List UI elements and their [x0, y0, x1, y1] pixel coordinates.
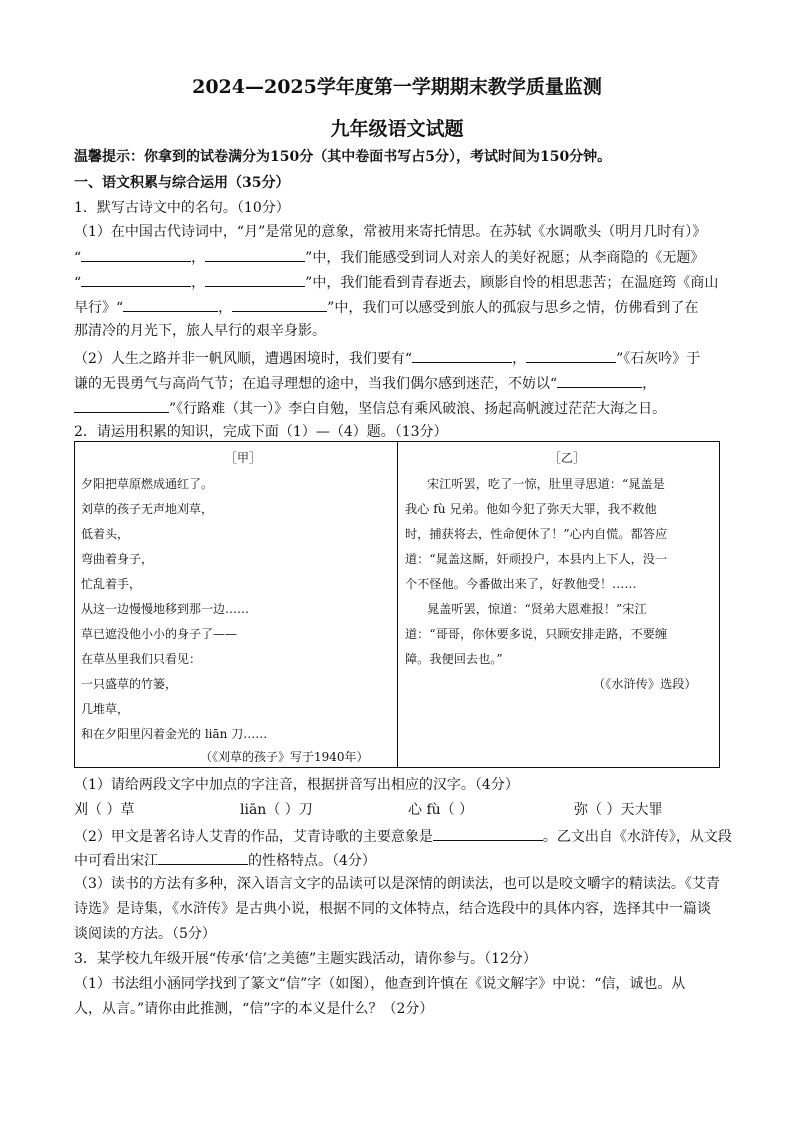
q1-p1-line4: 早行》“ ， ”中，我们可以感受到旅人的孤寂与思乡之情，仿佛看到了在: [74, 297, 698, 317]
poem-line: 草已遮没他小小的身子了——: [81, 627, 238, 641]
q1-p1-line2: “ ， ”中，我们能感受到词人对亲人的美好祝愿；从李商隐的《无题》: [74, 247, 704, 267]
prose-line: 我心 fù 兄弟。他如今犯了弥天大罪，我不救他: [405, 502, 657, 516]
q1-p2-line3: ”《行路难（其一）》李白自勉，坚信总有乘风破浪、扬起高帆渡过茫茫大海之日。: [74, 398, 666, 418]
q2-sub3-line2: 诗选》是诗集，《水浒传》是古典小说，根据不同的文体特点，结合选段中的具体内容，选择其中一篇谈: [74, 901, 711, 917]
poem-line: 几堆草，: [81, 702, 130, 716]
pinyin-item[interactable]: 刈（ ）草: [74, 802, 135, 818]
prose-line: 障。我便回去也。”: [405, 652, 503, 666]
q2-sub1-items: [74, 801, 662, 819]
poem-source: （《刈草的孩子》写于1940年）: [200, 750, 369, 764]
prose-line: 道：“晁盖这厮，奸顽投户，本县内上下人，没一: [405, 552, 668, 566]
q2-sub2-line1: （2）甲文是著名诗人艾青的作品，艾青诗歌的主要意象是 。乙文出自《水浒传》，从文段: [74, 826, 732, 846]
q2-sub3-line1: （3）读书的方法有多种，深入语言文字的品读可以是深情的朗读法，也可以是咬文嚼字的精读法。《艾青: [74, 876, 720, 892]
answer-blank[interactable]: [232, 297, 327, 312]
poem-line: 弯曲着身子，: [81, 552, 154, 566]
answer-blank[interactable]: [412, 348, 512, 363]
q3-heading: 3．某学校九年级开展“传承‘信’之美德”主题实践活动，请你参与。（12分）: [74, 951, 537, 967]
answer-blank[interactable]: [433, 826, 543, 841]
answer-blank[interactable]: [557, 373, 642, 388]
poem-line: 夕阳把草原燃成通红了。: [81, 477, 214, 491]
poem-line: 一只盛草的竹篓，: [81, 677, 178, 691]
q1-p2-line2: 谦的无畏勇气与高尚气节；在追寻理想的途中，当我们偶尔感到迷茫，不妨以“ ，: [74, 373, 656, 393]
answer-blank[interactable]: [158, 850, 248, 865]
prose-line: 个不怪他。今番做出来了，好教他受！……: [405, 577, 637, 591]
reading-passages-table: [74, 441, 720, 768]
pinyin-item[interactable]: 心 fù（ ）: [408, 802, 474, 818]
section-heading: 一、语文积累与综合运用（35分）: [74, 175, 290, 191]
q1-p1-line1: （1）在中国古代诗词中，“月”是常见的意象，常被用来寄托情思。在苏轼《水调歌头（明月几时有）》: [74, 224, 707, 240]
exam-subtitle: 九年级语文试题: [330, 118, 464, 140]
answer-blank[interactable]: [205, 272, 305, 287]
answer-blank[interactable]: [526, 348, 616, 363]
poem-line: 和在夕阳里闪着金光的 liān 刀……: [81, 727, 268, 741]
column-divider: [397, 442, 398, 767]
pinyin-item[interactable]: 弥（ ）天大罪: [574, 802, 663, 818]
answer-blank[interactable]: [205, 247, 305, 262]
prose-line: 道：“哥哥，你休要多说，只顾安排走路，不要缠: [405, 627, 668, 641]
q2-sub2-line2: 中可看出宋江 的性格特点。（4分）: [74, 850, 376, 870]
poem-line: 低着头，: [81, 527, 130, 541]
q1-p1-line5: 那清冷的月光下，旅人早行的艰辛身影。: [74, 323, 326, 339]
answer-blank[interactable]: [74, 398, 169, 413]
q1-heading: 1．默写古诗文中的名句。（10分）: [74, 200, 290, 216]
prose-line: 晁盖听罢，惊道：“贤弟大恩难报！”宋江: [427, 602, 647, 616]
poem-line: 刘草的孩子无声地刈草，: [81, 502, 214, 516]
prose-line: 宋江听罢，吃了一惊，肚里寻思道：“晁盖是: [427, 477, 665, 491]
exam-title: 2024—2025学年度第一学期期末教学质量监测: [192, 76, 602, 98]
q3-sub1-line1: （1）书法组小涵同学找到了篆文“信”字（如图），他查到许慎在《说文解字》中说：“信，诚也。从: [74, 976, 686, 992]
pinyin-item[interactable]: liān（ ）刀: [240, 802, 313, 818]
answer-blank[interactable]: [123, 297, 218, 312]
q1-p1-line3: “ ， ”中，我们能看到青春逝去，顾影自怜的相思悲苦；在温庭筠《商山: [74, 272, 718, 292]
passage-a-label: ［甲］: [225, 451, 262, 465]
answer-blank[interactable]: [81, 247, 191, 262]
q2-sub3-line3: 谈阅读的方法。（5分）: [74, 926, 216, 942]
q1-p2-line1: （2）人生之路并非一帆风顺，遭遇困境时，我们要有“ ， ”《石灰吟》于: [74, 348, 700, 368]
q2-sub1: （1）请给两段文字中加点的字注音，根据拼音写出相应的汉字。（4分）: [74, 777, 519, 793]
prose-source: （《水浒传》选段）: [593, 677, 697, 691]
passage-b-label: ［乙］: [549, 451, 586, 465]
poem-line: 在草丛里我们只看见：: [81, 652, 202, 666]
answer-blank[interactable]: [81, 272, 191, 287]
notice: 温馨提示：你拿到的试卷满分为150分（其中卷面书写占5分），考试时间为150分钟。: [74, 149, 612, 165]
q2-heading: 2．请运用积累的知识，完成下面（1）—（4）题。（13分）: [74, 424, 448, 440]
q3-sub1-line2: 人，从言。”请你由此推测，“信”字的本义是什么？（2分）: [74, 1001, 434, 1017]
poem-line: 忙乱着手，: [81, 577, 142, 591]
prose-line: 时，捕获将去，性命便休了！”心内自慌。都答应: [405, 527, 668, 541]
poem-line: 从这一边慢慢地移到那一边……: [81, 602, 250, 616]
